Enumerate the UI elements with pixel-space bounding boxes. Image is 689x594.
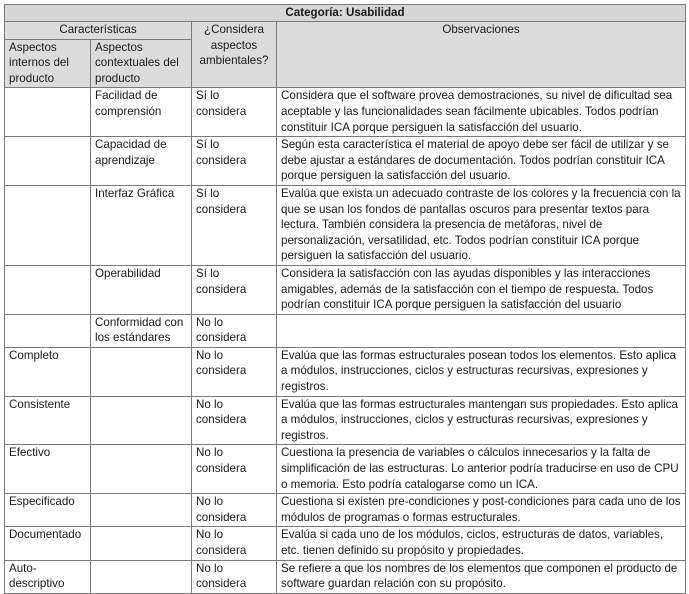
cell-interno: Efectivo xyxy=(5,445,91,494)
cell-contextual: Facilidad de comprensión xyxy=(91,88,192,137)
table-row xyxy=(5,265,686,314)
table-row xyxy=(5,494,686,527)
header-internos: Aspectos internos del producto xyxy=(5,39,91,88)
cell-interno xyxy=(5,314,91,347)
cell-contextual xyxy=(91,560,192,593)
header-observaciones: Observaciones xyxy=(277,22,686,88)
cell-considera: No lo considera xyxy=(192,396,277,445)
cell-observaciones: Considera que el software provea demostraciones, su nivel de dificultad sea aceptable y las funcionalidades sean fácilmente ubicables. Todos podrían constituir ICA porque persiguen la satisfacción del usuario. xyxy=(277,88,686,137)
cell-observaciones: Evalúa que las formas estructurales posean todos los elementos. Esto aplica a módulos, instrucciones, ciclos y estructuras recursivas, expresiones y registros. xyxy=(277,347,686,396)
table-row xyxy=(5,347,686,396)
cell-contextual xyxy=(91,494,192,527)
cell-interno: Documentado xyxy=(5,527,91,560)
cell-observaciones: Considera la satisfacción con las ayudas disponibles y las interacciones amigables, además de la satisfacción con el tiempo de respuesta. Todos podrían constituir ICA porque persiguen la satisfacción del usuario xyxy=(277,265,686,314)
cell-contextual xyxy=(91,347,192,396)
cell-observaciones xyxy=(277,314,686,347)
cell-considera: Sí lo considera xyxy=(192,185,277,265)
cell-considera: No lo considera xyxy=(192,494,277,527)
table-row xyxy=(5,560,686,593)
cell-interno: Auto-descriptivo xyxy=(5,560,91,593)
usability-table-container xyxy=(4,4,686,594)
cell-considera: Sí lo considera xyxy=(192,265,277,314)
header-considera: ¿Considera aspectos ambientales? xyxy=(192,22,277,88)
cell-observaciones: Cuestiona la presencia de variables o cálculos innecesarios y la falta de simplificación de las estructuras. Lo anterior podría traducirse en uso de CPU o memoria. Esto podría catalogarse como un ICA. xyxy=(277,445,686,494)
cell-considera: No lo considera xyxy=(192,527,277,560)
table-row xyxy=(5,445,686,494)
category-row xyxy=(5,5,686,22)
cell-contextual: Operabilidad xyxy=(91,265,192,314)
table-row xyxy=(5,527,686,560)
cell-observaciones: Evalúa que exista un adecuado contraste de los colores y la frecuencia con la que se usan los fondos de pantallas oscuros para presentar textos para lectura. También considera la presencia de metáforas, nivel de personalización, versatilidad, etc. Todos podrían constituir ICA porque persiguen la satisfacción del usuario. xyxy=(277,185,686,265)
header-caracteristicas: Características xyxy=(5,22,192,40)
table-row xyxy=(5,185,686,265)
cell-contextual xyxy=(91,445,192,494)
cell-observaciones: Cuestiona si existen pre-condiciones y post-condiciones para cada uno de los módulos de programas o formas estructurales. xyxy=(277,494,686,527)
cell-contextual xyxy=(91,527,192,560)
cell-interno: Completo xyxy=(5,347,91,396)
cell-interno xyxy=(5,88,91,137)
table-row xyxy=(5,137,686,186)
cell-contextual xyxy=(91,396,192,445)
cell-considera: Sí lo considera xyxy=(192,88,277,137)
usability-table xyxy=(4,4,686,594)
cell-considera: No lo considera xyxy=(192,347,277,396)
cell-observaciones: Se refiere a que los nombres de los elementos que componen el producto de software guardan relación con su propósito. xyxy=(277,560,686,593)
table-row xyxy=(5,88,686,137)
header-contextuales: Aspectos contextuales del producto xyxy=(91,39,192,88)
category-title: Categoría: Usabilidad xyxy=(5,5,686,22)
table-row xyxy=(5,314,686,347)
cell-observaciones: Evalúa si cada uno de los módulos, ciclos, estructuras de datos, variables, etc. tienen definido su propósito y propiedades. xyxy=(277,527,686,560)
cell-contextual: Interfaz Gráfica xyxy=(91,185,192,265)
cell-interno xyxy=(5,265,91,314)
cell-observaciones: Evalúa que las formas estructurales mantengan sus propiedades. Esto aplica a módulos, instrucciones, ciclos y estructuras recursivas, expresiones y registros. xyxy=(277,396,686,445)
cell-considera: Sí lo considera xyxy=(192,137,277,186)
cell-considera: No lo considera xyxy=(192,445,277,494)
table-row xyxy=(5,396,686,445)
cell-contextual: Capacidad de aprendizaje xyxy=(91,137,192,186)
cell-interno xyxy=(5,185,91,265)
header-row-1 xyxy=(5,22,686,40)
cell-interno: Consistente xyxy=(5,396,91,445)
cell-considera: No lo considera xyxy=(192,314,277,347)
cell-interno xyxy=(5,137,91,186)
cell-contextual: Conformidad con los estándares xyxy=(91,314,192,347)
cell-observaciones: Según esta característica el material de apoyo debe ser fácil de utilizar y se debe ajustar a estándares de documentación. Todos podrían constituir ICA porque persiguen la satisfacción del usuario. xyxy=(277,137,686,186)
cell-considera: No lo considera xyxy=(192,560,277,593)
cell-interno: Especificado xyxy=(5,494,91,527)
